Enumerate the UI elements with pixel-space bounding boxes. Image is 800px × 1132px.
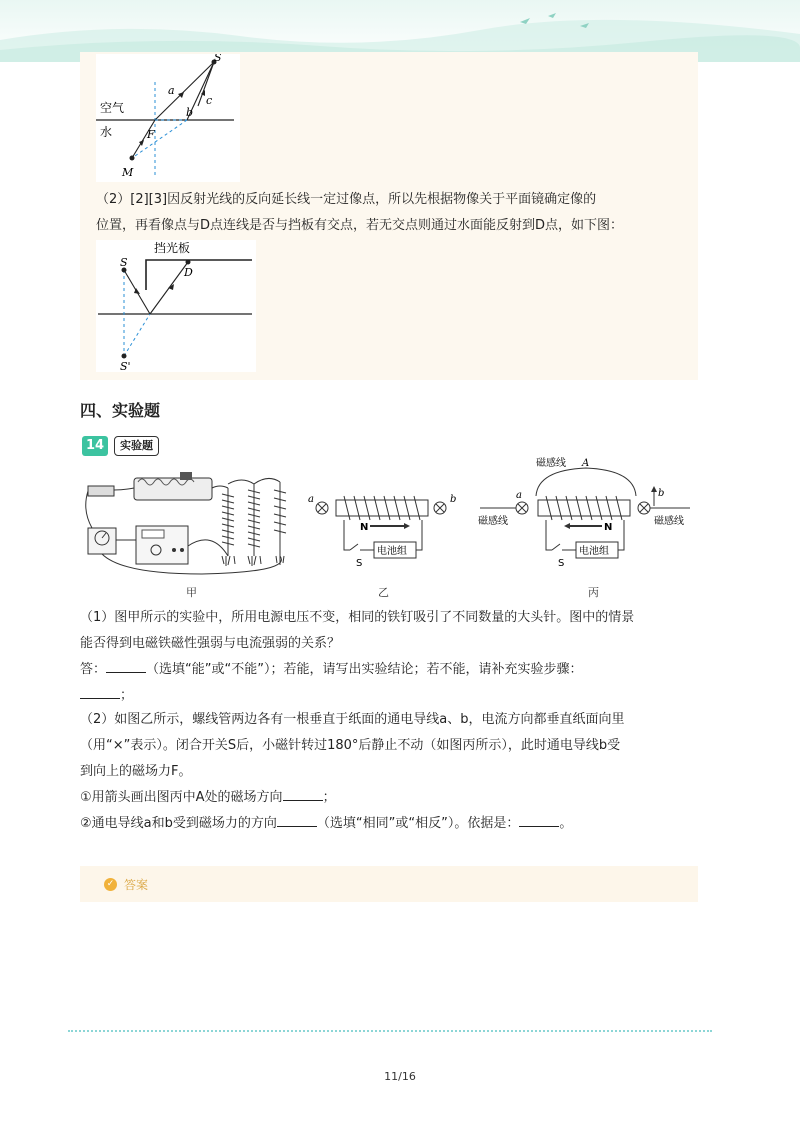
fig1-label-S: S: [214, 54, 222, 64]
q-sub2-text: ②通电导线a和b受到磁场力的方向: [80, 816, 277, 831]
fig2-board-label: 挡光板: [154, 241, 191, 255]
fig-yi-label-a: a: [308, 494, 314, 505]
answer-section-bar[interactable]: [80, 866, 698, 902]
q-part2-sub1: [80, 786, 336, 810]
fig-yi-battery: 电池组: [377, 546, 407, 557]
fig1-water-label: 水: [100, 125, 113, 139]
question-type-tag: 实验题: [114, 436, 159, 456]
fig-bing-label-b: b: [658, 488, 665, 499]
fig1-label-M: M: [122, 166, 134, 179]
check-icon: ✓: [104, 878, 117, 891]
fig-bing-caption: 丙: [588, 586, 599, 599]
fig2-label-D: D: [184, 266, 193, 279]
fig-bing-field-left: 磁感线: [478, 516, 508, 527]
fig1-label-c: c: [206, 94, 213, 107]
fig-yi-solenoid: [308, 486, 468, 568]
answer-blank-5[interactable]: [519, 812, 559, 827]
fig1-air-label: 空气: [100, 101, 125, 115]
page-number: 11/16: [384, 1070, 416, 1083]
q-sub1-text: ①用箭头画出图丙中A处的磁场方向: [80, 790, 283, 805]
q-part2-line3: 到向上的磁场力F。: [80, 764, 192, 779]
fig-yi-label-S: S: [356, 558, 363, 568]
fig-bing-label-S: S: [558, 558, 565, 569]
q-sub2-prompt: （选填“相同”或“相反”）。依据是：: [316, 816, 520, 831]
solution-line-1: （2）[2][3]因反射光线的反向延长线一定过像点，所以先根据物像关于平面镜确定像的: [96, 192, 597, 207]
footer-divider: [68, 1030, 712, 1032]
section-title: 四、实验题: [80, 401, 161, 420]
q-sub2-end: 。: [559, 816, 573, 831]
solution-line-2: 位置，再看像点与D点连线是否与挡板有交点，若无交点则通过水面能反射到D点，如下图：: [96, 218, 624, 233]
fig-bing-label-a: a: [516, 490, 522, 501]
q-part2-sub2: [80, 812, 572, 836]
fig-bing-label-A: A: [582, 458, 590, 469]
q-part1-line2: 能否得到电磁铁磁性强弱与电流强弱的关系？: [80, 636, 341, 651]
fig-bing-solenoid: [478, 452, 692, 570]
answer-blank-3[interactable]: [283, 786, 323, 801]
q-part1-answer-end: ；: [120, 688, 134, 703]
q-part1-answer-row: [80, 658, 582, 682]
q-part2-line1: （2）如图乙所示，螺线管两边各有一根垂直于纸面的通电导线a、b，电流方向都垂直纸面向里: [80, 712, 625, 727]
fig-bing-field-top: 磁感线: [536, 458, 566, 469]
fig1-label-F: F: [147, 128, 155, 141]
q-sub1-end: ；: [322, 790, 336, 805]
fig-jia-caption: 甲: [186, 586, 197, 599]
answer-blank-2[interactable]: [80, 684, 120, 699]
question-number: 14: [82, 436, 108, 456]
refraction-figure: [96, 54, 240, 182]
q-part2-line2: （用“×”表示）。闭合开关S后，小磁针转过180°后静止不动（如图丙所示），此时通电导线b受: [80, 738, 621, 753]
fig2-label-S-prime: S': [120, 360, 131, 372]
q-part1-answer-prefix: 答：: [80, 662, 107, 677]
q-part1-answer-row2: [80, 684, 133, 708]
fig-jia-apparatus: [82, 470, 300, 580]
fig-bing-label-N: N: [604, 522, 613, 533]
fig2-label-S: S: [120, 256, 128, 269]
fig-yi-label-N: N: [360, 522, 369, 533]
fig-bing-field-right: 磁感线: [654, 516, 684, 527]
answer-label: 答案: [124, 878, 149, 892]
answer-blank-4[interactable]: [277, 812, 317, 827]
fig-bing-battery: 电池组: [579, 546, 609, 557]
q-part1-answer-prompt: （选填“能”或“不能”）；若能，请写出实验结论；若不能，请补充实验步骤：: [146, 662, 583, 677]
q-part1-line1: （1）图甲所示的实验中，所用电源电压不变，相同的铁钉吸引了不同数量的大头针。图中的情景: [80, 610, 635, 625]
fig-yi-label-b: b: [450, 494, 457, 505]
answer-blank-1[interactable]: [106, 658, 146, 673]
fig1-label-b: b: [186, 106, 194, 119]
mirror-figure: [96, 240, 256, 372]
fig-yi-caption: 乙: [378, 586, 389, 599]
fig1-label-a: a: [168, 84, 175, 97]
